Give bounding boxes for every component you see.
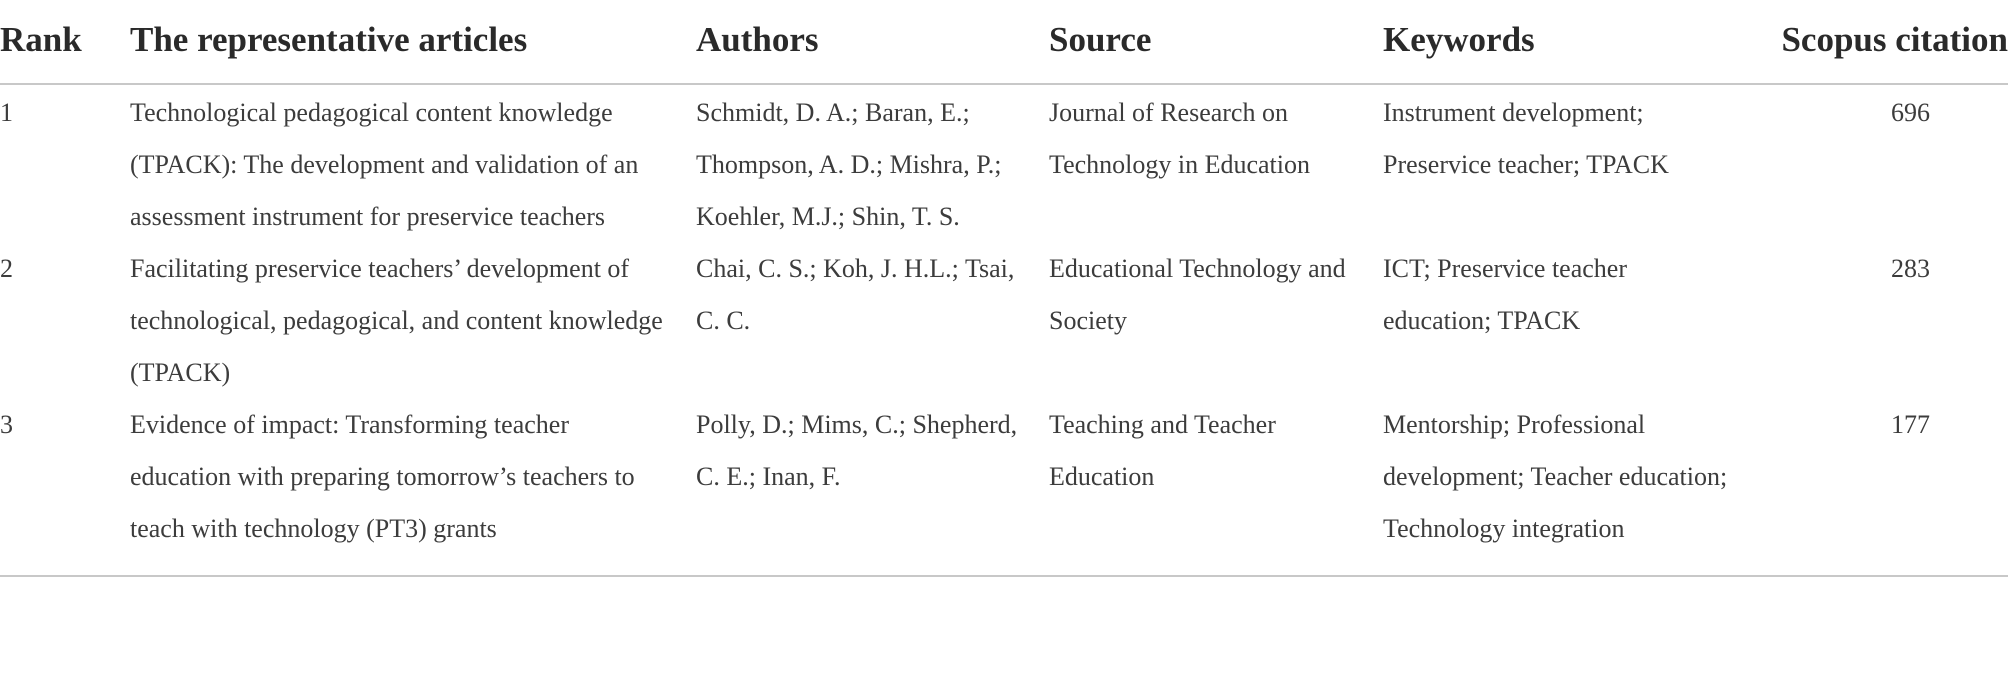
cell-rank: 2: [0, 254, 13, 283]
cell-source: Educational Technology and Society: [1049, 254, 1346, 335]
cell-keywords: Mentorship; Professional development; Teacher education; Technology integration: [1383, 399, 1753, 576]
cell-article: Facilitating preservice teachers’ development of technological, pedagogical, and content knowledge (TPACK): [130, 254, 663, 387]
table-body: [0, 84, 2008, 576]
table-row: [0, 84, 2008, 243]
cell-source: Teaching and Teacher Education: [1049, 399, 1383, 576]
cell-citation: 177: [1753, 399, 2008, 576]
table-row: [0, 243, 2008, 399]
table-header: [0, 0, 2008, 84]
header-row: [0, 0, 2008, 84]
cell-rank: 1: [0, 98, 13, 127]
cell-rank: 3: [0, 399, 130, 576]
header-article: The representative articles: [130, 0, 696, 84]
header-source: Source: [1049, 0, 1383, 84]
cell-authors: Chai, C. S.; Koh, J. H.L.; Tsai, C. C.: [696, 254, 1015, 335]
cell-citation: 696: [1891, 98, 1930, 127]
header-citation: Scopus citation: [1753, 0, 2008, 84]
cell-article: Evidence of impact: Transforming teacher education with preparing tomorrow’s teachers to teach with technology (PT3) grants: [130, 399, 696, 576]
cell-authors: Polly, D.; Mims, C.; Shepherd, C. E.; Inan, F.: [696, 399, 1049, 576]
cell-keywords: Instrument development; Preservice teacher; TPACK: [1383, 98, 1669, 179]
table-row: [0, 399, 2008, 576]
cell-authors: Schmidt, D. A.; Baran, E.; Thompson, A. D.; Mishra, P.; Koehler, M.J.; Shin, T. S.: [696, 98, 1002, 231]
header-keywords: Keywords: [1383, 0, 1753, 84]
cell-source: Journal of Research on Technology in Education: [1049, 98, 1311, 179]
cell-keywords: ICT; Preservice teacher education; TPACK: [1383, 254, 1627, 335]
header-rank: Rank: [0, 0, 130, 84]
cell-article: Technological pedagogical content knowledge (TPACK): The development and validation of an assessment instrument for preservice teachers: [130, 98, 639, 231]
header-authors: Authors: [696, 0, 1049, 84]
cell-citation: 283: [1891, 254, 1930, 283]
